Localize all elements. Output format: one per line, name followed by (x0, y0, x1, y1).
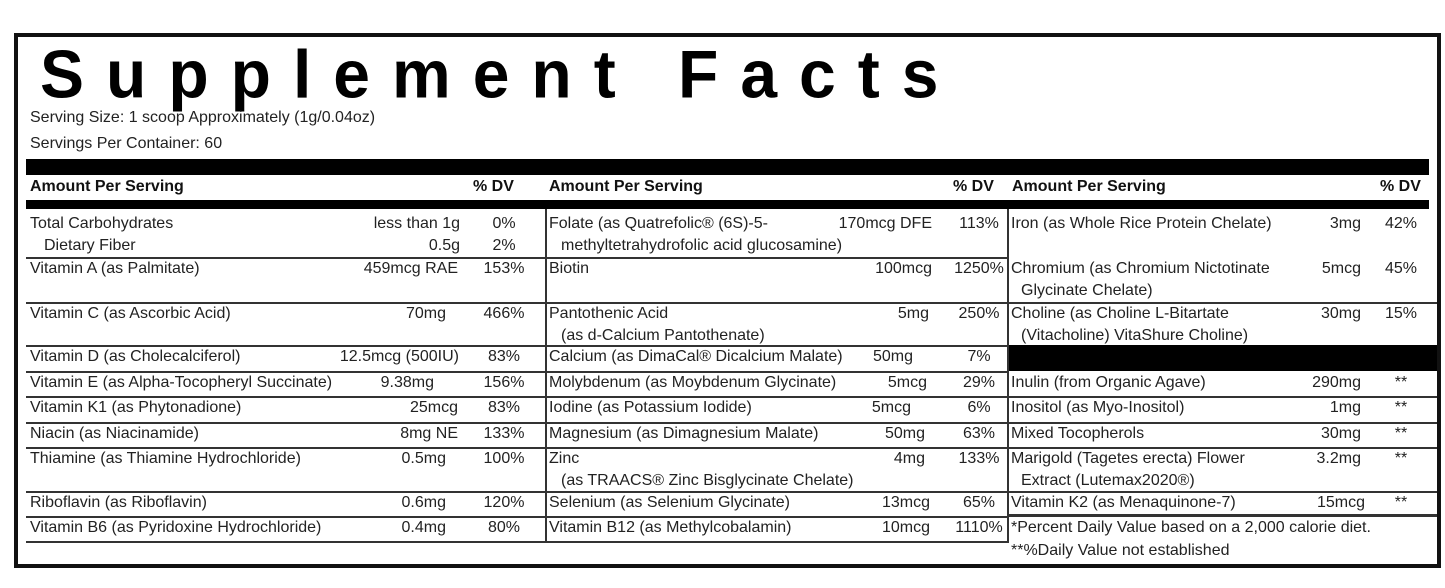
nutrient-name: Vitamin E (as Alpha-Tocopheryl Succinate) (30, 374, 333, 391)
row-divider (547, 396, 1007, 398)
nutrient-name: Molybdenum (as Moybdenum Glycinate) (549, 374, 837, 391)
nutrient-amount: 4mg (893, 450, 925, 467)
nutrient-row (547, 423, 1007, 447)
nutrient-dv: 100% (483, 450, 525, 467)
nutrient-name: Vitamin K2 (as Menaquinone-7) (1011, 494, 1236, 511)
nutrient-amount: 13mcg (881, 494, 930, 511)
nutrient-row (1009, 258, 1437, 299)
nutrient-row (26, 213, 545, 237)
row-divider (26, 447, 545, 449)
nutrient-dv: ** (1394, 399, 1408, 416)
nutrient-amount: 290mg (1312, 374, 1361, 391)
nutrient-amount: 3mg (1329, 215, 1361, 232)
nutrient-name: Total Carbohydrates (30, 215, 174, 232)
nutrient-amount: 1mg (1329, 399, 1361, 416)
nutrient-name: Riboflavin (as Riboflavin) (30, 494, 207, 511)
nutrient-amount: 5mcg (1321, 260, 1361, 277)
nutrient-name: Vitamin A (as Palmitate) (30, 260, 200, 277)
nutrient-amount: 3.2mg (1316, 450, 1361, 467)
nutrient-amount: 5mcg (887, 374, 927, 391)
nutrient-name: Vitamin K1 (as Phytonadione) (30, 399, 242, 416)
nutrient-source: (Vitacholine) VitaShure Choline) (1021, 327, 1249, 344)
row-divider (26, 345, 545, 347)
nutrient-row (547, 517, 1007, 541)
nutrient-amount: 10mcg (881, 519, 930, 536)
nutrient-row (26, 517, 545, 541)
nutrient-name: Niacin (as Niacinamide) (30, 425, 199, 442)
nutrient-dv: ** (1394, 425, 1408, 442)
nutrient-dv: 2% (492, 237, 516, 254)
nutrient-row (1009, 213, 1437, 237)
nutrient-row (26, 448, 545, 472)
nutrient-dv: 133% (958, 450, 1000, 467)
nutrient-dv: 45% (1384, 260, 1418, 277)
nutrient-dv: 6% (967, 399, 991, 416)
supplement-facts-panel (14, 33, 1441, 568)
row-divider (547, 541, 1007, 543)
row-divider (547, 345, 1007, 347)
nutrient-row (547, 492, 1007, 516)
nutrient-amount: 8mg NE (400, 425, 458, 442)
nutrient-dv: 80% (487, 519, 521, 536)
nutrient-row (26, 423, 545, 447)
nutrient-name: Vitamin C (as Ascorbic Acid) (30, 305, 231, 322)
nutrient-amount: 30mg (1320, 425, 1361, 442)
nutrient-name: Selenium (as Selenium Glycinate) (549, 494, 790, 511)
nutrient-row (547, 303, 1007, 344)
nutrient-amount: 12.5mcg (500IU) (339, 348, 459, 365)
nutrient-name: Vitamin D (as Cholecalciferol) (30, 348, 241, 365)
header-thick-rule (26, 200, 1429, 209)
nutrient-row (26, 235, 545, 259)
col2-dv-header: % DV (953, 178, 994, 195)
nutrient-row (26, 372, 545, 396)
row-divider (547, 302, 1007, 304)
col2-amount-header: Amount Per Serving (549, 178, 703, 195)
nutrient-amount: 9.38mg (380, 374, 434, 391)
nutrient-row (26, 492, 545, 516)
col3-amount-header: Amount Per Serving (1012, 178, 1166, 195)
nutrient-dv: 7% (967, 348, 991, 365)
nutrient-row (26, 397, 545, 421)
row-divider (26, 491, 545, 493)
row-divider (26, 516, 545, 518)
row-divider (26, 371, 545, 373)
nutrient-name: Inositol (as Myo-Inositol) (1011, 399, 1185, 416)
nutrient-dv: 65% (962, 494, 996, 511)
nutrient-row (26, 258, 545, 282)
nutrient-dv: 120% (483, 494, 525, 511)
nutrient-amount: 170mcg DFE (838, 215, 932, 232)
nutrient-name: Folate (as Quatrefolic® (6S)-5- (549, 215, 768, 232)
nutrient-dv: 1250% (954, 260, 1004, 277)
nutrient-row (1009, 492, 1437, 516)
row-divider (547, 257, 1007, 259)
nutrient-amount: less than 1g (373, 215, 460, 232)
row-divider (1009, 491, 1437, 493)
row-divider (26, 422, 545, 424)
row-divider (547, 447, 1007, 449)
nutrient-amount: 5mcg (871, 399, 911, 416)
row-divider (547, 371, 1007, 373)
nutrient-amount: 5mg (897, 305, 929, 322)
nutrient-amount: 0.6mg (401, 494, 446, 511)
nutrient-amount: 0.5g (428, 237, 460, 254)
col1-amount-header: Amount Per Serving (30, 178, 184, 195)
nutrient-row (1009, 397, 1437, 421)
nutrient-row (547, 448, 1007, 489)
nutrient-source: (as d-Calcium Pantothenate) (561, 327, 765, 344)
nutrient-name: Mixed Tocopherols (1011, 425, 1145, 442)
nutrient-dv: ** (1394, 494, 1408, 511)
nutrient-dv: 83% (487, 348, 521, 365)
nutrient-dv: 1110% (955, 519, 1003, 536)
col1-dv-header: % DV (473, 178, 514, 195)
nutrient-amount: 0.4mg (401, 519, 446, 536)
nutrient-name: Vitamin B6 (as Pyridoxine Hydrochloride) (30, 519, 322, 536)
nutrient-amount: 100mcg (875, 260, 932, 277)
footnote-percent-dv: *Percent Daily Value based on a 2,000 calorie diet. (1011, 519, 1371, 536)
row-divider (1009, 302, 1437, 304)
nutrient-name: Biotin (549, 260, 590, 277)
nutrient-amount: 30mg (1320, 305, 1361, 322)
row-divider (1009, 447, 1437, 449)
serving-size: Serving Size: 1 scoop Approximately (1g/0.04oz) (30, 109, 376, 126)
nutrient-dv: ** (1394, 450, 1408, 467)
nutrient-row (547, 258, 1007, 282)
nutrient-dv: 15% (1384, 305, 1418, 322)
nutrient-dv: 466% (483, 305, 525, 322)
row-divider (1009, 422, 1437, 424)
nutrient-name: Marigold (Tagetes erecta) Flower (1011, 450, 1245, 467)
nutrient-name: Vitamin B12 (as Methylcobalamin) (549, 519, 792, 536)
nutrient-dv: ** (1394, 374, 1408, 391)
nutrient-dv: 113% (959, 215, 999, 232)
row-divider (26, 257, 545, 259)
nutrient-row (26, 346, 545, 370)
nutrient-dv: 0% (492, 215, 516, 232)
top-thick-rule (26, 159, 1429, 175)
row-divider (547, 422, 1007, 424)
nutrient-name: Zinc (549, 450, 580, 467)
nutrient-source: Extract (Lutemax2020®) (1021, 472, 1195, 489)
nutrient-source: (as TRAACS® Zinc Bisglycinate Chelate) (561, 472, 854, 489)
nutrient-dv: 156% (483, 374, 525, 391)
nutrient-dv: 133% (483, 425, 525, 442)
nutrient-row (1009, 423, 1437, 447)
nutrient-name: Choline (as Choline L-Bitartate (1011, 305, 1229, 322)
nutrient-amount: 25mcg (409, 399, 458, 416)
nutrient-row (547, 372, 1007, 396)
nutrient-dv: 153% (483, 260, 525, 277)
servings-per-container: Servings Per Container: 60 (30, 135, 223, 152)
nutrient-amount: 459mcg RAE (363, 260, 458, 277)
nutrient-source: Glycinate Chelate) (1021, 282, 1153, 299)
footnote-dv-not-established: **%Daily Value not established (1011, 542, 1230, 559)
nutrient-dv: 83% (487, 399, 521, 416)
nutrient-amount: 15mcg (1316, 494, 1365, 511)
nutrient-name: Iodine (as Potassium Iodide) (549, 399, 752, 416)
nutrient-name: Chromium (as Chromium Nictotinate (1011, 260, 1270, 277)
nutrient-name: Iron (as Whole Rice Protein Chelate) (1011, 215, 1272, 232)
nutrient-row (1009, 303, 1437, 344)
nutrient-source: methyltetrahydrofolic acid glucosamine) (561, 237, 843, 254)
nutrient-amount: 70mg (405, 305, 446, 322)
nutrient-name: Pantothenic Acid (549, 305, 669, 322)
nutrient-amount: 50mg (872, 348, 913, 365)
nutrient-name: Magnesium (as Dimagnesium Malate) (549, 425, 819, 442)
row-divider (26, 302, 545, 304)
nutrient-row (547, 346, 1007, 370)
panel-title: Supplement Facts (40, 36, 961, 112)
section-separator-block (1009, 345, 1437, 371)
nutrient-amount: 0.5mg (401, 450, 446, 467)
nutrient-dv: 63% (962, 425, 996, 442)
nutrient-name: Dietary Fiber (44, 237, 136, 254)
row-divider (547, 516, 1007, 518)
row-divider (26, 541, 545, 543)
nutrient-amount: 50mg (884, 425, 925, 442)
nutrient-dv: 250% (958, 305, 1000, 322)
nutrient-row (1009, 372, 1437, 396)
col3-dv-header: % DV (1380, 178, 1421, 195)
nutrient-row (547, 397, 1007, 421)
row-divider (1009, 396, 1437, 398)
nutrient-dv: 42% (1384, 215, 1418, 232)
nutrient-name: Inulin (from Organic Agave) (1011, 374, 1206, 391)
nutrient-row (26, 303, 545, 327)
nutrient-name: Calcium (as DimaCal® Dicalcium Malate) (549, 348, 843, 365)
row-divider (26, 396, 545, 398)
nutrient-row (547, 213, 1007, 254)
row-divider (547, 491, 1007, 493)
nutrient-name: Thiamine (as Thiamine Hydrochloride) (30, 450, 301, 467)
nutrient-dv: 29% (962, 374, 996, 391)
nutrient-row (1009, 448, 1437, 489)
